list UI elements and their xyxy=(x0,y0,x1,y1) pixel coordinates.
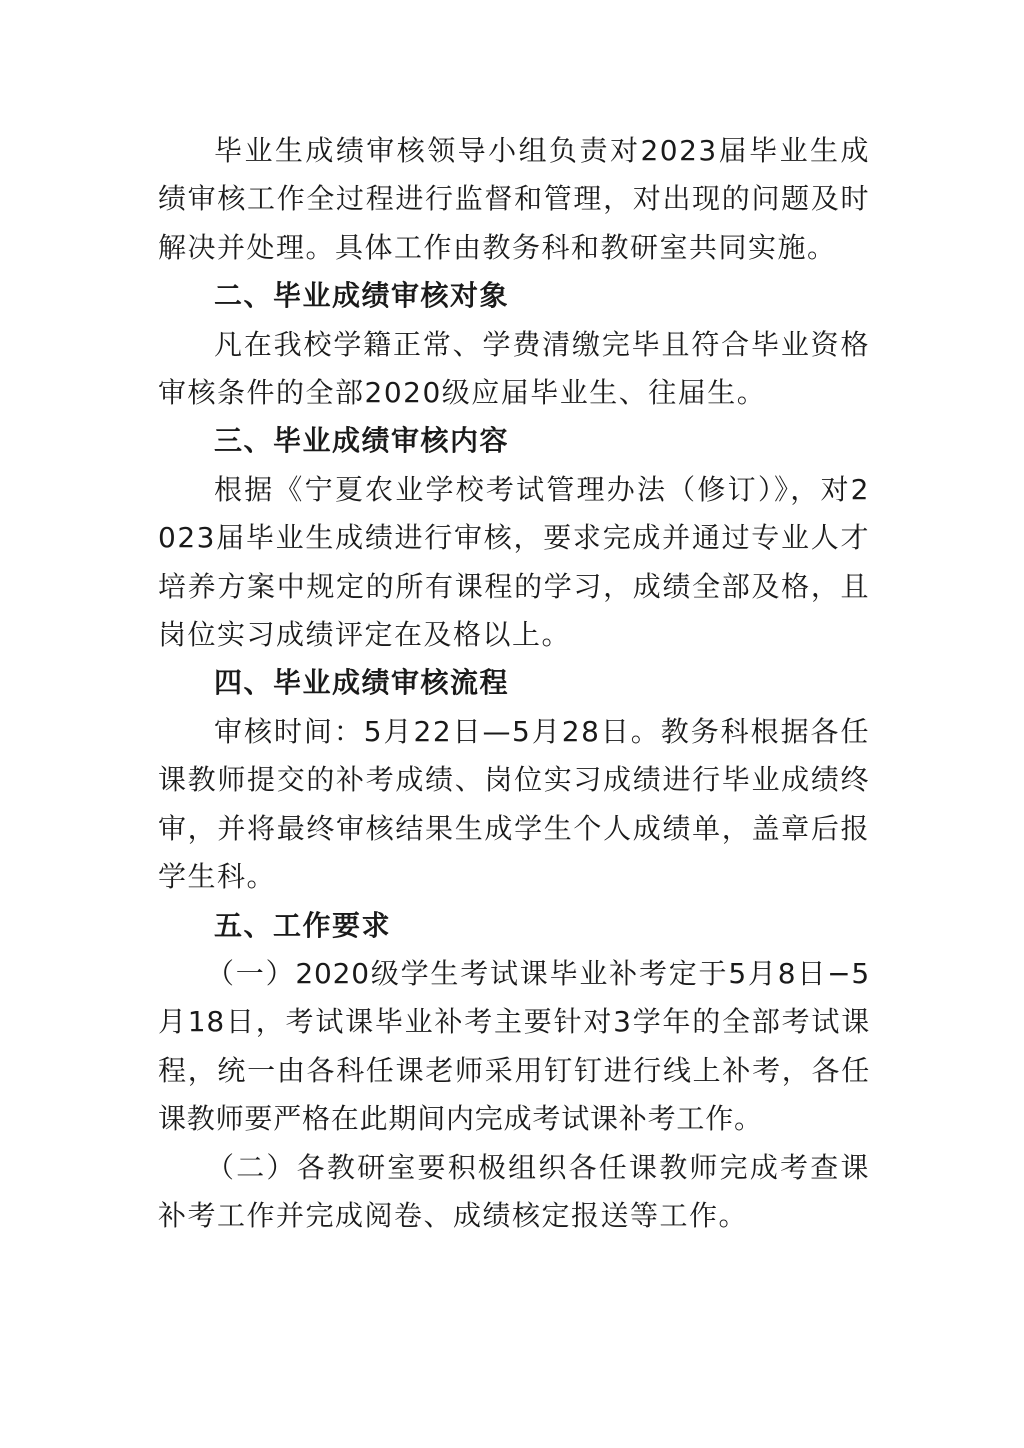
heading-section-4: 四、毕业成绩审核流程 xyxy=(214,666,510,700)
heading-section-2: 二、毕业成绩审核对象 xyxy=(214,279,510,313)
paragraph-requirement-2: （二）各教研室要积极组织各任课教师完成考查课补考工作并完成阅卷、成绩核定报送等工作。 xyxy=(158,1150,870,1232)
paragraph-audit-target: 凡在我校学籍正常、学费清缴完毕且符合毕业资格审核条件的全部2020级应届毕业生、往届生。 xyxy=(158,327,870,410)
paragraph-leadership-group: 毕业生成绩审核领导小组负责对2023届毕业生成绩审核工作全过程进行监督和管理，对出现的问题及时解决并处理。具体工作由教务科和教研室共同实施。 xyxy=(158,134,870,264)
paragraph-audit-process: 审核时间：5月22日—5月28日。教务科根据各任课教师提交的补考成绩、岗位实习成绩进行毕业成绩终审，并将最终审核结果生成学生个人成绩单，盖章后报学生科。 xyxy=(158,714,870,894)
heading-section-5: 五、工作要求 xyxy=(214,908,392,942)
paragraph-audit-content: 根据《宁夏农业学校考试管理办法（修订）》，对2023届毕业生成绩进行审核，要求完成并通过专业人才培养方案中规定的所有课程的学习，成绩全部及格，且岗位实习成绩评定在及格以上。 xyxy=(158,472,870,652)
heading-section-3: 三、毕业成绩审核内容 xyxy=(214,424,510,458)
paragraph-requirement-1: （一）2020级学生考试课毕业补考定于5月8日−5月18日，考试课毕业补考主要针对3学年的全部考试课程，统一由各科任课老师采用钉钉进行线上补考，各任课教师要严格在此期间内完成考试课补考工作。 xyxy=(158,956,870,1136)
document-body xyxy=(158,127,870,1240)
